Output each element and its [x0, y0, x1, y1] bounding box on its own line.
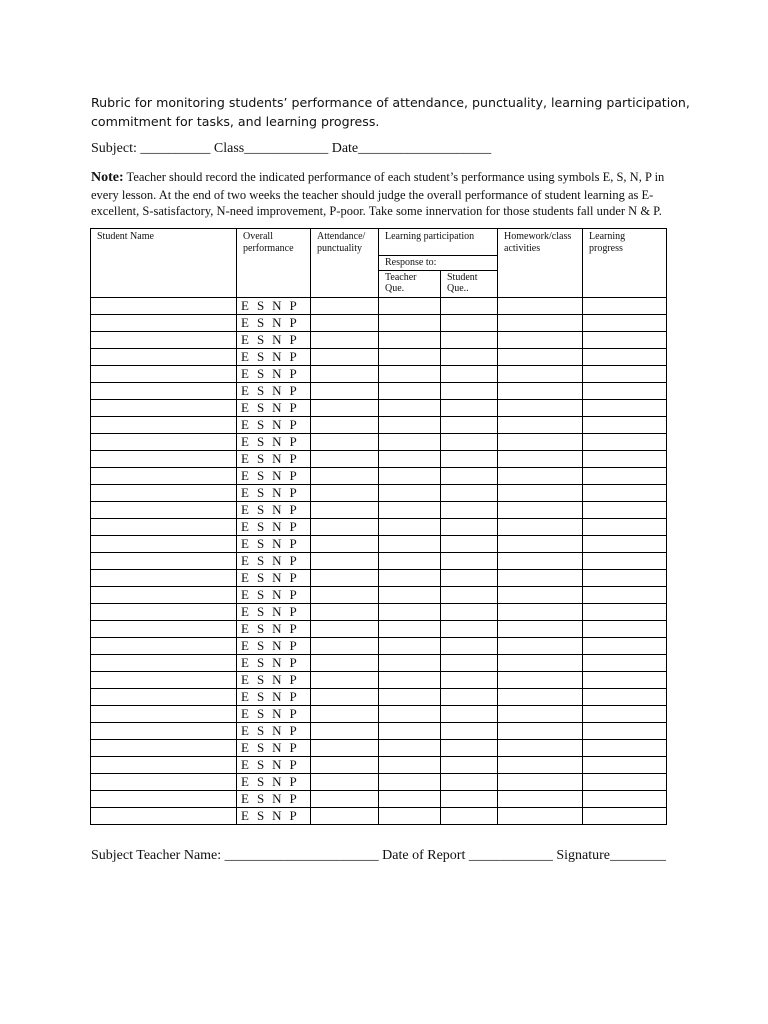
attendance-cell[interactable] — [311, 433, 379, 450]
attendance-cell[interactable] — [311, 705, 379, 722]
student-name-cell[interactable] — [91, 501, 237, 518]
student-que-cell[interactable] — [441, 688, 498, 705]
homework-cell[interactable] — [498, 688, 583, 705]
header-response-to: Response to: — [379, 256, 498, 271]
overall-performance-symbols[interactable]: E S N P — [237, 382, 311, 399]
student-que-cell[interactable] — [441, 467, 498, 484]
progress-cell[interactable] — [583, 586, 667, 603]
teacher-que-cell[interactable] — [379, 450, 441, 467]
attendance-cell[interactable] — [311, 348, 379, 365]
student-que-cell[interactable] — [441, 535, 498, 552]
student-name-cell[interactable] — [91, 484, 237, 501]
student-name-cell[interactable] — [91, 620, 237, 637]
student-name-cell[interactable] — [91, 399, 237, 416]
teacher-que-cell[interactable] — [379, 603, 441, 620]
header-student-name: Student Name — [91, 229, 237, 298]
student-que-cell[interactable] — [441, 620, 498, 637]
table-row — [91, 535, 667, 552]
overall-performance-symbols[interactable]: E S N P — [237, 603, 311, 620]
attendance-cell[interactable] — [311, 773, 379, 790]
teacher-que-cell[interactable] — [379, 484, 441, 501]
student-que-cell[interactable] — [441, 773, 498, 790]
attendance-cell[interactable] — [311, 756, 379, 773]
attendance-cell[interactable] — [311, 518, 379, 535]
teacher-que-cell[interactable] — [379, 739, 441, 756]
homework-cell[interactable] — [498, 399, 583, 416]
student-que-cell[interactable] — [441, 586, 498, 603]
table-row — [91, 654, 667, 671]
overall-performance-symbols[interactable]: E S N P — [237, 790, 311, 807]
attendance-cell[interactable] — [311, 807, 379, 824]
progress-cell[interactable] — [583, 450, 667, 467]
progress-cell[interactable] — [583, 688, 667, 705]
attendance-cell[interactable] — [311, 484, 379, 501]
student-que-cell[interactable] — [441, 739, 498, 756]
subject-class-date-line: Subject: __________ Class____________ Date___________________ — [91, 141, 492, 156]
student-que-cell[interactable] — [441, 416, 498, 433]
rubric-table — [90, 228, 667, 825]
overall-performance-symbols[interactable]: E S N P — [237, 586, 311, 603]
note-paragraph — [91, 169, 675, 220]
student-name-cell[interactable] — [91, 654, 237, 671]
overall-performance-symbols[interactable]: E S N P — [237, 314, 311, 331]
overall-performance-symbols[interactable]: E S N P — [237, 331, 311, 348]
homework-cell[interactable] — [498, 501, 583, 518]
table-row — [91, 314, 667, 331]
overall-performance-symbols[interactable]: E S N P — [237, 535, 311, 552]
table-row — [91, 433, 667, 450]
header-learning-participation: Learning participation — [379, 229, 498, 256]
header-learning-progress: Learning progress — [583, 229, 667, 298]
teacher-que-cell[interactable] — [379, 688, 441, 705]
student-name-cell[interactable] — [91, 518, 237, 535]
teacher-que-cell[interactable] — [379, 501, 441, 518]
student-name-cell[interactable] — [91, 790, 237, 807]
note-text: Teacher should record the indicated performance of each student’s performance using symbols E, S, N, P in every lesson. At the end of two weeks the teacher should judge the overall performance of student learning as E-excellent, S-satisfactory, N-need improvement, P-poor. Take some innervation for those students fall under N & P. — [91, 170, 665, 218]
progress-cell[interactable] — [583, 399, 667, 416]
student-que-cell[interactable] — [441, 637, 498, 654]
overall-performance-symbols[interactable]: E S N P — [237, 416, 311, 433]
student-que-cell[interactable] — [441, 501, 498, 518]
progress-cell[interactable] — [583, 314, 667, 331]
progress-cell[interactable] — [583, 365, 667, 382]
progress-cell[interactable] — [583, 518, 667, 535]
teacher-que-cell[interactable] — [379, 620, 441, 637]
attendance-cell[interactable] — [311, 654, 379, 671]
student-name-cell[interactable] — [91, 450, 237, 467]
table-row — [91, 416, 667, 433]
progress-cell[interactable] — [583, 552, 667, 569]
homework-cell[interactable] — [498, 467, 583, 484]
attendance-cell[interactable] — [311, 416, 379, 433]
progress-cell[interactable] — [583, 807, 667, 824]
student-name-cell[interactable] — [91, 416, 237, 433]
overall-performance-symbols[interactable]: E S N P — [237, 637, 311, 654]
teacher-que-cell[interactable] — [379, 382, 441, 399]
progress-cell[interactable] — [583, 569, 667, 586]
teacher-que-cell[interactable] — [379, 314, 441, 331]
progress-cell[interactable] — [583, 603, 667, 620]
attendance-cell[interactable] — [311, 603, 379, 620]
overall-performance-symbols[interactable]: E S N P — [237, 722, 311, 739]
student-que-cell[interactable] — [441, 484, 498, 501]
student-name-cell[interactable] — [91, 382, 237, 399]
student-name-cell[interactable] — [91, 586, 237, 603]
progress-cell[interactable] — [583, 722, 667, 739]
attendance-cell[interactable] — [311, 467, 379, 484]
overall-performance-symbols[interactable]: E S N P — [237, 467, 311, 484]
table-row — [91, 790, 667, 807]
student-name-cell[interactable] — [91, 365, 237, 382]
teacher-que-cell[interactable] — [379, 773, 441, 790]
overall-performance-symbols[interactable]: E S N P — [237, 501, 311, 518]
student-que-cell[interactable] — [441, 654, 498, 671]
progress-cell[interactable] — [583, 705, 667, 722]
overall-performance-symbols[interactable]: E S N P — [237, 756, 311, 773]
header-overall-performance: Overall performance — [237, 229, 311, 298]
attendance-cell[interactable] — [311, 722, 379, 739]
homework-cell[interactable] — [498, 535, 583, 552]
overall-performance-symbols[interactable]: E S N P — [237, 484, 311, 501]
homework-cell[interactable] — [498, 739, 583, 756]
teacher-que-cell[interactable] — [379, 807, 441, 824]
table-row — [91, 399, 667, 416]
attendance-cell[interactable] — [311, 399, 379, 416]
document-title: Rubric for monitoring students’ performance of attendance, punctuality, learning participation, commitment for tasks, and learning progress. — [91, 95, 690, 129]
student-que-cell[interactable] — [441, 382, 498, 399]
attendance-cell[interactable] — [311, 331, 379, 348]
teacher-que-cell[interactable] — [379, 569, 441, 586]
progress-cell[interactable] — [583, 756, 667, 773]
progress-cell[interactable] — [583, 331, 667, 348]
overall-performance-symbols[interactable]: E S N P — [237, 365, 311, 382]
student-name-cell[interactable] — [91, 637, 237, 654]
student-name-cell[interactable] — [91, 773, 237, 790]
overall-performance-symbols[interactable]: E S N P — [237, 450, 311, 467]
homework-cell[interactable] — [498, 314, 583, 331]
progress-cell[interactable] — [583, 739, 667, 756]
student-name-cell[interactable] — [91, 535, 237, 552]
student-que-cell[interactable] — [441, 297, 498, 314]
student-que-cell[interactable] — [441, 433, 498, 450]
teacher-que-cell[interactable] — [379, 586, 441, 603]
teacher-que-cell[interactable] — [379, 722, 441, 739]
overall-performance-symbols[interactable]: E S N P — [237, 433, 311, 450]
teacher-que-cell[interactable] — [379, 552, 441, 569]
table-row — [91, 467, 667, 484]
student-que-cell[interactable] — [441, 450, 498, 467]
teacher-que-cell[interactable] — [379, 433, 441, 450]
homework-cell[interactable] — [498, 450, 583, 467]
student-name-cell[interactable] — [91, 722, 237, 739]
overall-performance-symbols[interactable]: E S N P — [237, 773, 311, 790]
homework-cell[interactable] — [498, 705, 583, 722]
progress-cell[interactable] — [583, 382, 667, 399]
attendance-cell[interactable] — [311, 552, 379, 569]
progress-cell[interactable] — [583, 484, 667, 501]
student-name-cell[interactable] — [91, 331, 237, 348]
homework-cell[interactable] — [498, 569, 583, 586]
teacher-que-cell[interactable] — [379, 467, 441, 484]
homework-cell[interactable] — [498, 790, 583, 807]
teacher-que-cell[interactable] — [379, 790, 441, 807]
progress-cell[interactable] — [583, 416, 667, 433]
student-que-cell[interactable] — [441, 314, 498, 331]
homework-cell[interactable] — [498, 331, 583, 348]
student-name-cell[interactable] — [91, 739, 237, 756]
overall-performance-symbols[interactable]: E S N P — [237, 297, 311, 314]
student-que-cell[interactable] — [441, 807, 498, 824]
table-row — [91, 586, 667, 603]
table-row — [91, 501, 667, 518]
student-que-cell[interactable] — [441, 348, 498, 365]
progress-cell[interactable] — [583, 433, 667, 450]
header-homework-class-activities: Homework/class activities — [498, 229, 583, 298]
progress-cell[interactable] — [583, 637, 667, 654]
table-row — [91, 756, 667, 773]
attendance-cell[interactable] — [311, 671, 379, 688]
homework-cell[interactable] — [498, 416, 583, 433]
attendance-cell[interactable] — [311, 382, 379, 399]
progress-cell[interactable] — [583, 620, 667, 637]
student-name-cell[interactable] — [91, 807, 237, 824]
homework-cell[interactable] — [498, 552, 583, 569]
footer-signature-line: Subject Teacher Name: ______________________ Date of Report ____________ Signature________ — [91, 848, 666, 863]
attendance-cell[interactable] — [311, 501, 379, 518]
attendance-cell[interactable] — [311, 297, 379, 314]
table-row — [91, 603, 667, 620]
table-row — [91, 297, 667, 314]
progress-cell[interactable] — [583, 467, 667, 484]
attendance-cell[interactable] — [311, 688, 379, 705]
overall-performance-symbols[interactable]: E S N P — [237, 705, 311, 722]
table-row — [91, 705, 667, 722]
table-row — [91, 484, 667, 501]
table-row — [91, 348, 667, 365]
teacher-que-cell[interactable] — [379, 416, 441, 433]
table-row — [91, 382, 667, 399]
progress-cell[interactable] — [583, 654, 667, 671]
homework-cell[interactable] — [498, 433, 583, 450]
overall-performance-symbols[interactable]: E S N P — [237, 348, 311, 365]
rubric-table-body — [91, 297, 667, 824]
student-que-cell[interactable] — [441, 722, 498, 739]
table-row — [91, 450, 667, 467]
student-name-cell[interactable] — [91, 569, 237, 586]
homework-cell[interactable] — [498, 365, 583, 382]
student-que-cell[interactable] — [441, 518, 498, 535]
table-row — [91, 365, 667, 382]
teacher-que-cell[interactable] — [379, 365, 441, 382]
teacher-que-cell[interactable] — [379, 297, 441, 314]
progress-cell[interactable] — [583, 535, 667, 552]
table-row — [91, 518, 667, 535]
header-teacher-que: Teacher Que. — [379, 270, 441, 297]
student-name-cell[interactable] — [91, 671, 237, 688]
table-row — [91, 722, 667, 739]
table-row — [91, 688, 667, 705]
overall-performance-symbols[interactable]: E S N P — [237, 671, 311, 688]
student-que-cell[interactable] — [441, 756, 498, 773]
homework-cell[interactable] — [498, 637, 583, 654]
student-que-cell[interactable] — [441, 331, 498, 348]
student-name-cell[interactable] — [91, 705, 237, 722]
table-row — [91, 739, 667, 756]
teacher-que-cell[interactable] — [379, 518, 441, 535]
student-que-cell[interactable] — [441, 603, 498, 620]
attendance-cell[interactable] — [311, 739, 379, 756]
student-que-cell[interactable] — [441, 399, 498, 416]
overall-performance-symbols[interactable]: E S N P — [237, 569, 311, 586]
homework-cell[interactable] — [498, 807, 583, 824]
progress-cell[interactable] — [583, 790, 667, 807]
table-row — [91, 331, 667, 348]
attendance-cell[interactable] — [311, 365, 379, 382]
student-name-cell[interactable] — [91, 552, 237, 569]
attendance-cell[interactable] — [311, 637, 379, 654]
teacher-que-cell[interactable] — [379, 654, 441, 671]
student-name-cell[interactable] — [91, 467, 237, 484]
table-row — [91, 773, 667, 790]
attendance-cell[interactable] — [311, 569, 379, 586]
student-que-cell[interactable] — [441, 705, 498, 722]
homework-cell[interactable] — [498, 484, 583, 501]
overall-performance-symbols[interactable]: E S N P — [237, 688, 311, 705]
overall-performance-symbols[interactable]: E S N P — [237, 654, 311, 671]
progress-cell[interactable] — [583, 348, 667, 365]
student-name-cell[interactable] — [91, 314, 237, 331]
attendance-cell[interactable] — [311, 535, 379, 552]
student-que-cell[interactable] — [441, 671, 498, 688]
progress-cell[interactable] — [583, 501, 667, 518]
homework-cell[interactable] — [498, 297, 583, 314]
table-row — [91, 637, 667, 654]
teacher-que-cell[interactable] — [379, 399, 441, 416]
overall-performance-symbols[interactable]: E S N P — [237, 620, 311, 637]
homework-cell[interactable] — [498, 654, 583, 671]
homework-cell[interactable] — [498, 348, 583, 365]
teacher-que-cell[interactable] — [379, 705, 441, 722]
homework-cell[interactable] — [498, 603, 583, 620]
homework-cell[interactable] — [498, 382, 583, 399]
header-attendance-punctuality: Attendance/ punctuality — [311, 229, 379, 298]
teacher-que-cell[interactable] — [379, 331, 441, 348]
student-que-cell[interactable] — [441, 552, 498, 569]
progress-cell[interactable] — [583, 297, 667, 314]
homework-cell[interactable] — [498, 671, 583, 688]
homework-cell[interactable] — [498, 518, 583, 535]
homework-cell[interactable] — [498, 756, 583, 773]
overall-performance-symbols[interactable]: E S N P — [237, 739, 311, 756]
progress-cell[interactable] — [583, 773, 667, 790]
homework-cell[interactable] — [498, 722, 583, 739]
attendance-cell[interactable] — [311, 586, 379, 603]
table-row — [91, 552, 667, 569]
table-row — [91, 620, 667, 637]
teacher-que-cell[interactable] — [379, 535, 441, 552]
attendance-cell[interactable] — [311, 450, 379, 467]
homework-cell[interactable] — [498, 586, 583, 603]
teacher-que-cell[interactable] — [379, 671, 441, 688]
progress-cell[interactable] — [583, 671, 667, 688]
homework-cell[interactable] — [498, 773, 583, 790]
homework-cell[interactable] — [498, 620, 583, 637]
teacher-que-cell[interactable] — [379, 756, 441, 773]
table-row — [91, 807, 667, 824]
student-name-cell[interactable] — [91, 688, 237, 705]
table-row — [91, 671, 667, 688]
overall-performance-symbols[interactable]: E S N P — [237, 399, 311, 416]
student-que-cell[interactable] — [441, 790, 498, 807]
overall-performance-symbols[interactable]: E S N P — [237, 807, 311, 824]
overall-performance-symbols[interactable]: E S N P — [237, 552, 311, 569]
attendance-cell[interactable] — [311, 620, 379, 637]
attendance-cell[interactable] — [311, 790, 379, 807]
student-name-cell[interactable] — [91, 297, 237, 314]
student-name-cell[interactable] — [91, 603, 237, 620]
student-que-cell[interactable] — [441, 569, 498, 586]
student-name-cell[interactable] — [91, 433, 237, 450]
header-student-que: Student Que.. — [441, 270, 498, 297]
student-que-cell[interactable] — [441, 365, 498, 382]
student-name-cell[interactable] — [91, 756, 237, 773]
student-name-cell[interactable] — [91, 348, 237, 365]
overall-performance-symbols[interactable]: E S N P — [237, 518, 311, 535]
note-label: Note: — [91, 170, 124, 185]
teacher-que-cell[interactable] — [379, 637, 441, 654]
attendance-cell[interactable] — [311, 314, 379, 331]
teacher-que-cell[interactable] — [379, 348, 441, 365]
table-row — [91, 569, 667, 586]
